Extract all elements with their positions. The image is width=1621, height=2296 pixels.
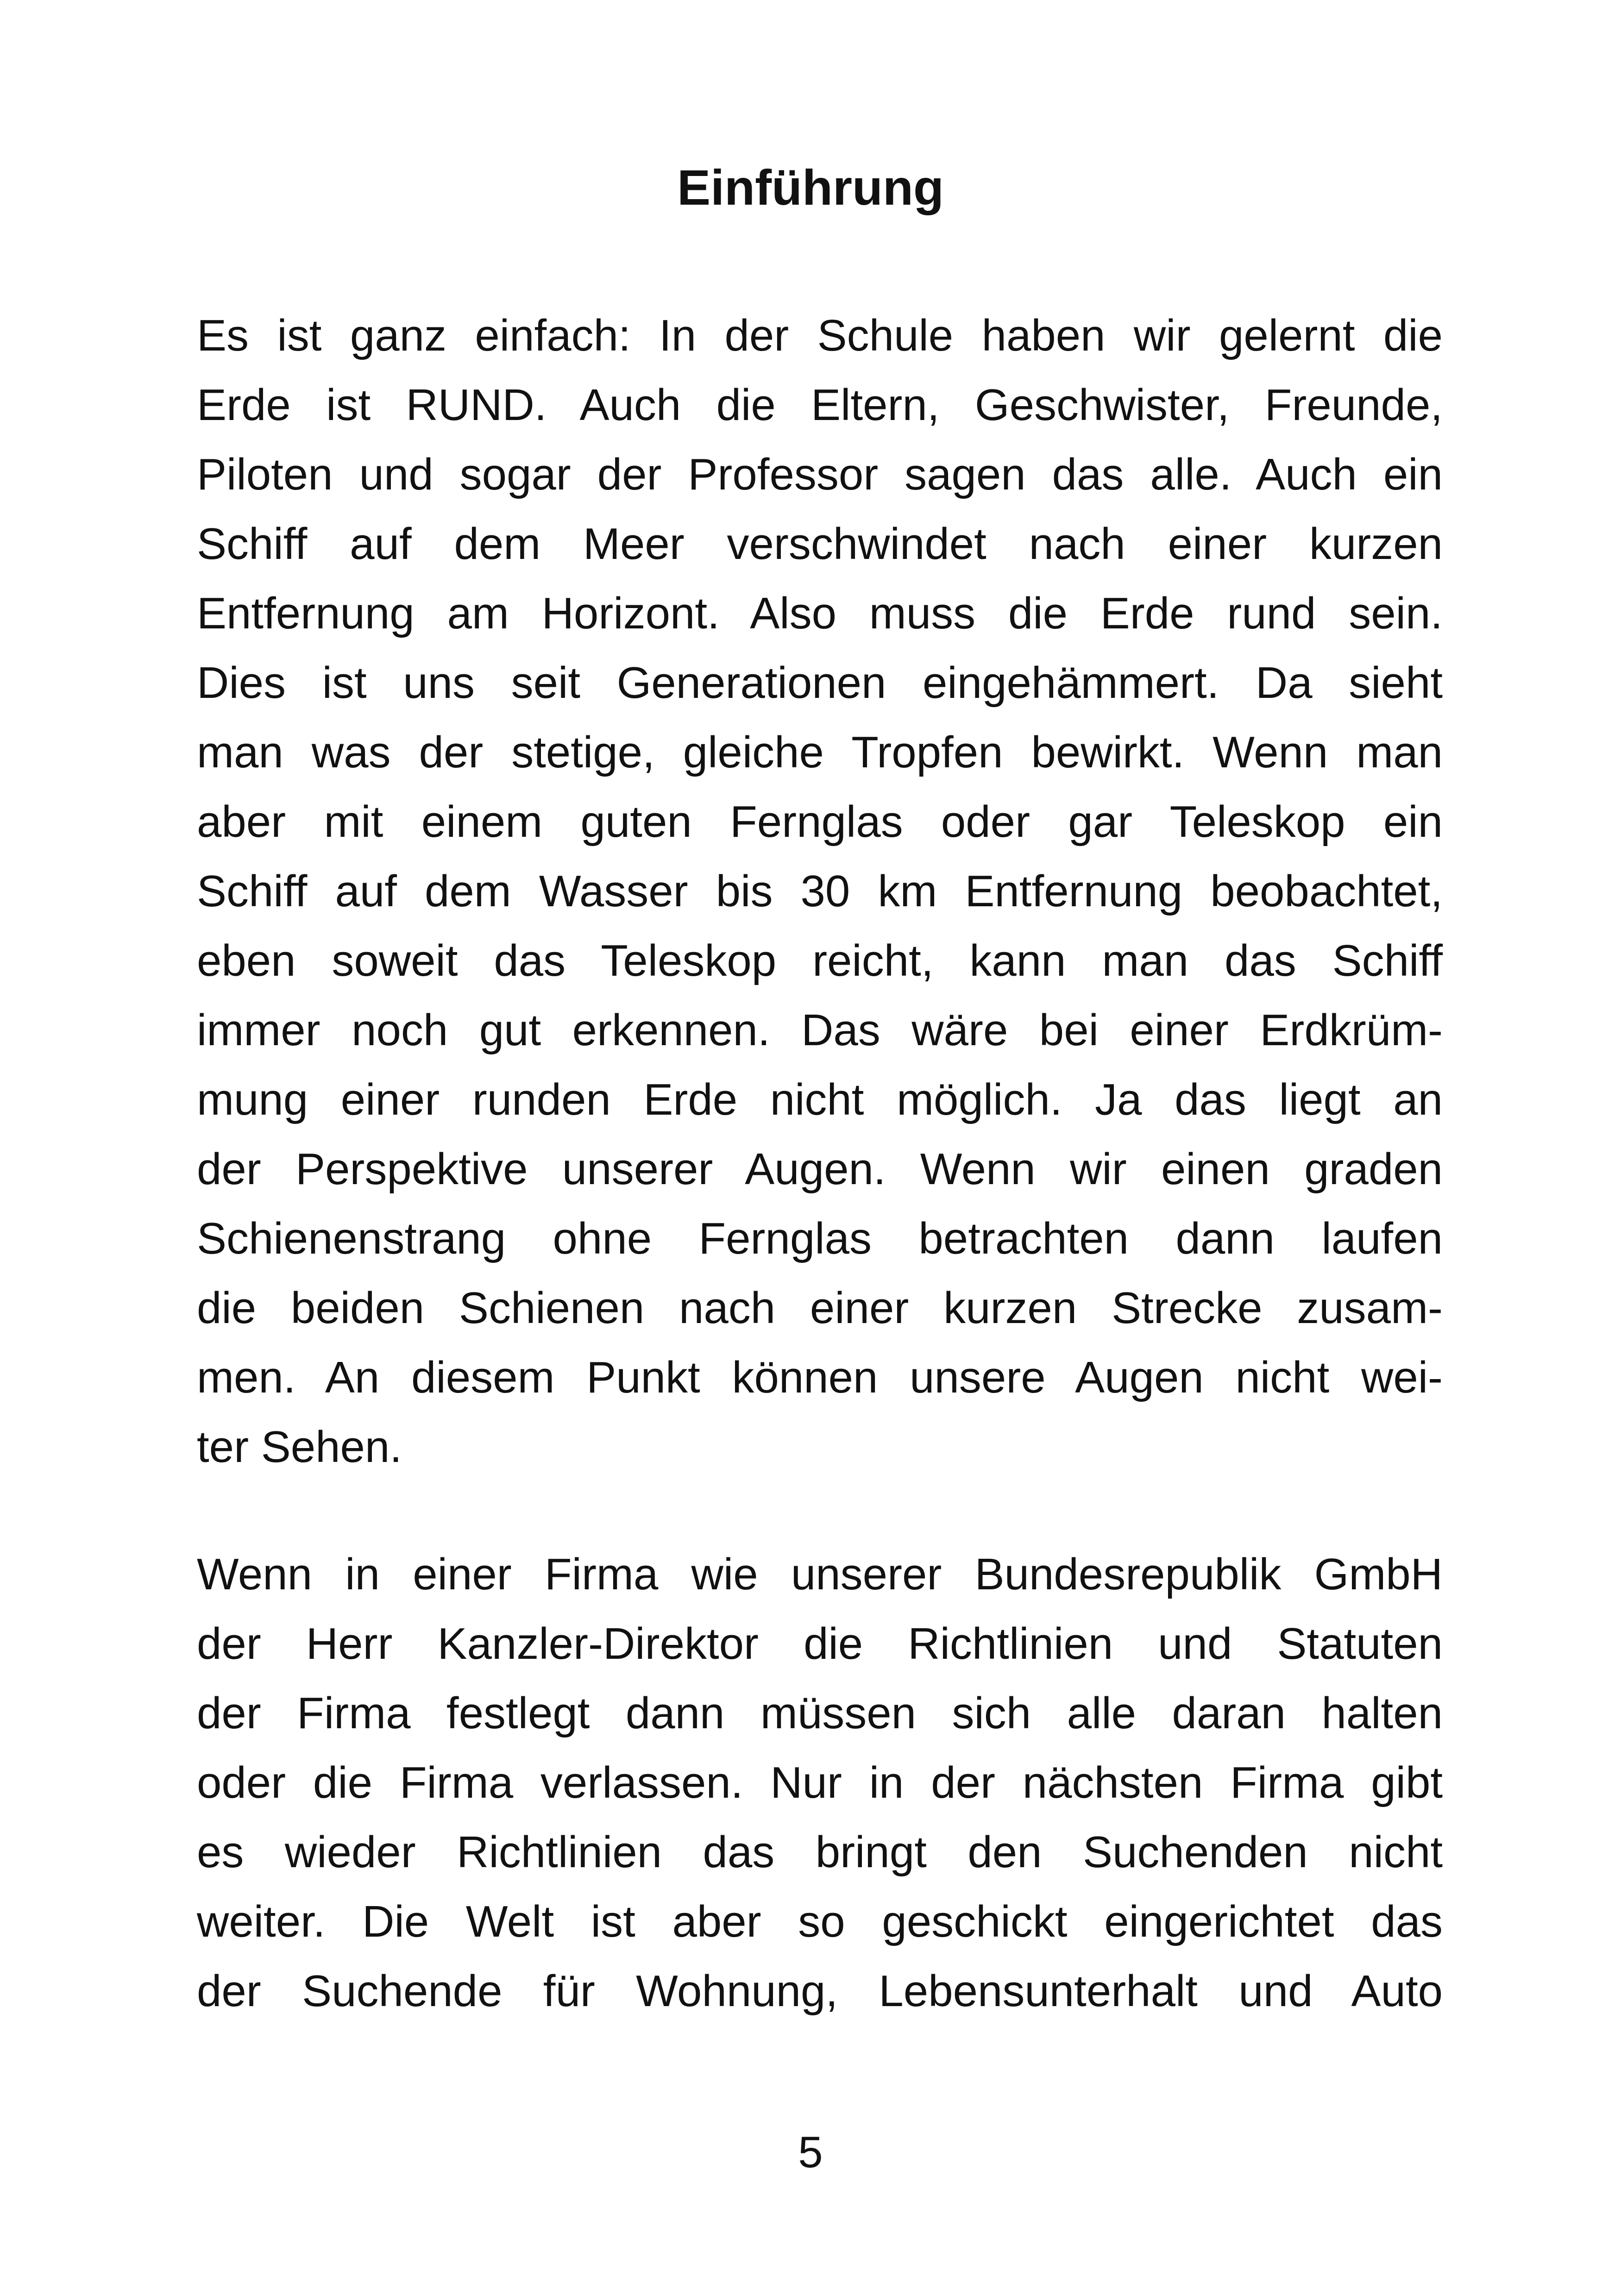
text-line: Dies ist uns seit Generationen eingehämmert. Da sieht (197, 658, 1443, 708)
text-line: mung einer runden Erde nicht möglich. Ja das liegt an (197, 1075, 1443, 1124)
text-line: men. An diesem Punkt können unsere Augen nicht wei- (197, 1353, 1443, 1402)
text-line: Schiff auf dem Meer verschwindet nach einer kurzen (197, 519, 1443, 569)
text-line: ter Sehen. (197, 1422, 402, 1472)
text-line: oder die Firma verlassen. Nur in der nächsten Firma gibt (197, 1758, 1443, 1807)
paragraph-2 (197, 1540, 1443, 2026)
text-line: weiter. Die Welt ist aber so geschickt eingerichtet das (197, 1897, 1443, 1946)
text-line: aber mit einem guten Fernglas oder gar Teleskop ein (197, 797, 1443, 847)
text-line: Entfernung am Horizont. Also muss die Erde rund sein. (197, 589, 1443, 638)
text-line: Es ist ganz einfach: In der Schule haben wir gelernt die (197, 311, 1443, 360)
chapter-title: Einführung (677, 159, 944, 215)
text-line: Schiff auf dem Wasser bis 30 km Entfernung beobachtet, (197, 866, 1443, 916)
text-line: Wenn in einer Firma wie unserer Bundesrepublik GmbH (197, 1549, 1443, 1599)
text-line: Schienenstrang ohne Fernglas betrachten dann laufen (197, 1214, 1443, 1263)
text-line: Piloten und sogar der Professor sagen das alle. Auch ein (197, 450, 1443, 499)
text-line: immer noch gut erkennen. Das wäre bei einer Erdkrüm- (197, 1005, 1443, 1055)
text-line: der Perspektive unserer Augen. Wenn wir einen graden (197, 1144, 1443, 1194)
text-line: der Herr Kanzler-Direktor die Richtlinien und Statuten (197, 1619, 1443, 1669)
text-line: man was der stetige, gleiche Tropfen bewirkt. Wenn man (197, 728, 1443, 777)
text-line: eben soweit das Teleskop reicht, kann man das Schiff (197, 936, 1443, 985)
text-line: es wieder Richtlinien das bringt den Suchenden nicht (197, 1827, 1443, 1877)
text-line: die beiden Schienen nach einer kurzen Strecke zusam- (197, 1283, 1443, 1333)
text-line: der Suchende für Wohnung, Lebensunterhalt und Auto (197, 1966, 1443, 2016)
page-number: 5 (798, 2127, 823, 2177)
text-line: der Firma festlegt dann müssen sich alle daran halten (197, 1688, 1443, 1738)
paragraph-1 (197, 301, 1443, 1482)
text-line: Erde ist RUND. Auch die Eltern, Geschwister, Freunde, (197, 380, 1443, 430)
